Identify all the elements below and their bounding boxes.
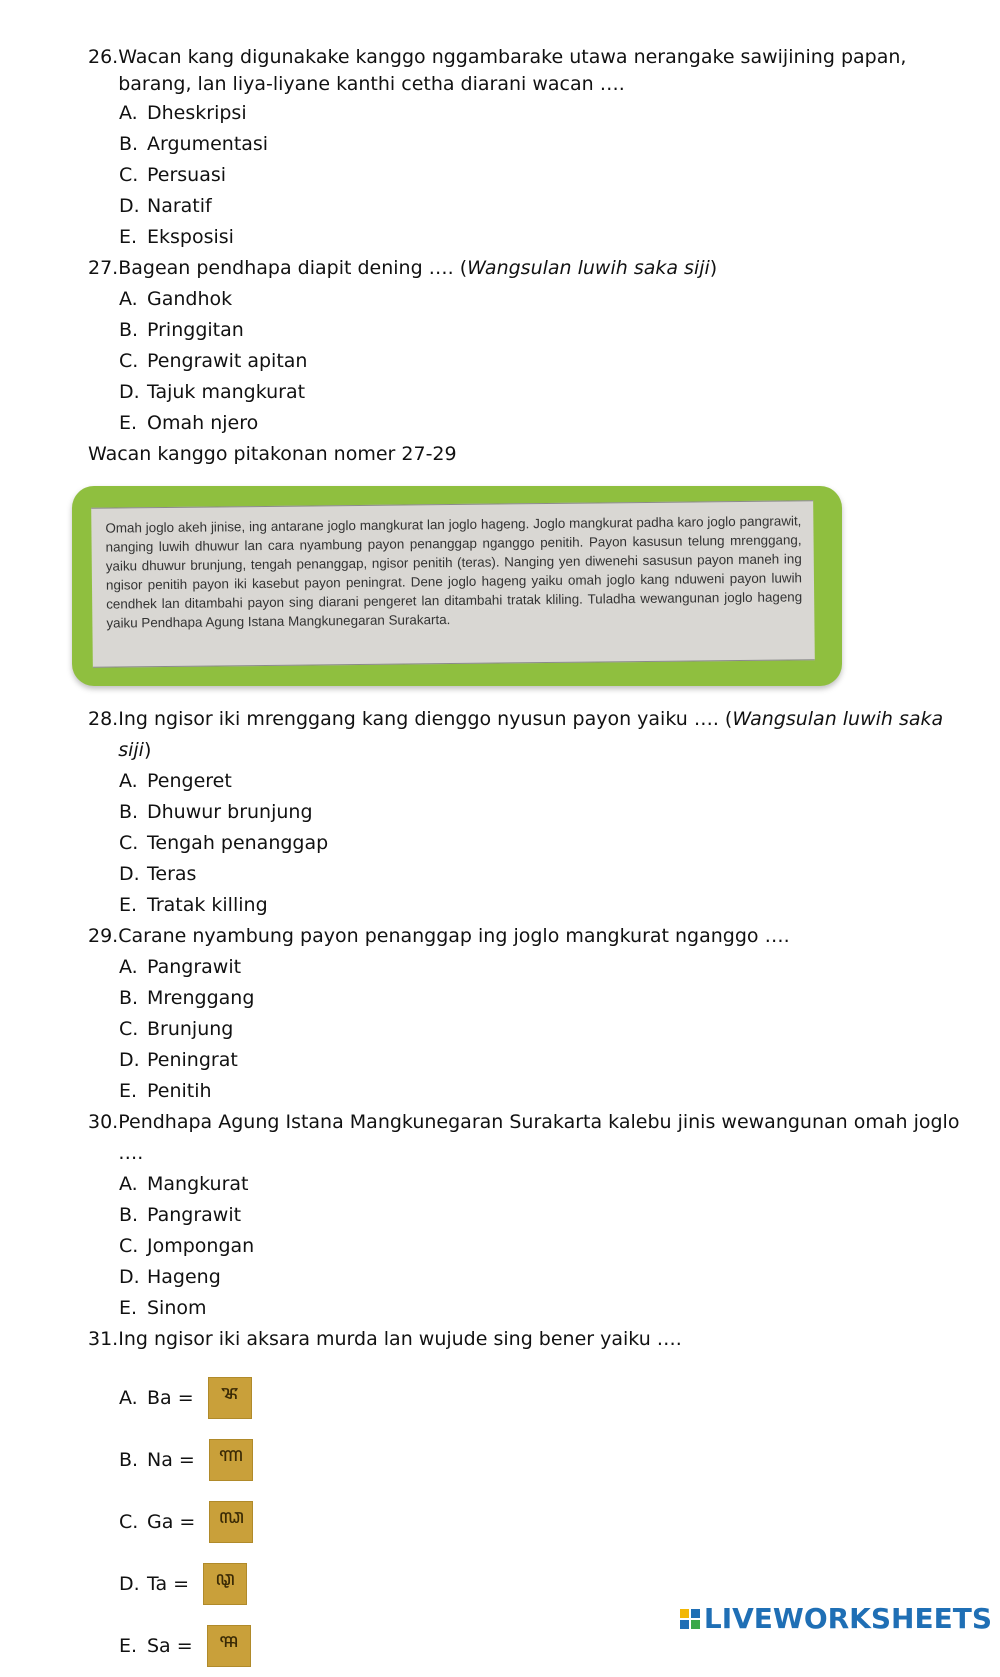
option-text: Tratak killing — [147, 894, 268, 916]
option-text: Pangrawit — [147, 956, 242, 978]
option-text: Jompongan — [147, 1235, 255, 1257]
option-31-c — [88, 1491, 968, 1553]
option-letter: B. — [119, 133, 139, 155]
option-text: Ga = — [147, 1511, 196, 1533]
option-letter: B. — [119, 1449, 139, 1471]
option-letter: B. — [119, 1204, 139, 1226]
option-27-c — [88, 346, 968, 377]
option-text: Sinom — [147, 1297, 207, 1319]
option-27-b — [88, 315, 968, 346]
option-30-d — [88, 1262, 968, 1293]
aksara-glyph-image: ꦨ — [208, 1377, 252, 1419]
question-text: Wacan kang digunakake kanggo nggambarake utawa nerangake sawijining papan, barang, lan liya-liyane kanthi cetha diarani wacan …. — [118, 46, 907, 95]
aksara-glyph-image: ꦓ — [209, 1501, 253, 1543]
question-number: 27. — [88, 257, 119, 279]
option-31-a — [88, 1367, 968, 1429]
option-letter: A. — [119, 1387, 138, 1409]
option-text: Dhuwur brunjung — [147, 801, 313, 823]
option-text: Teras — [147, 863, 197, 885]
question-text: Carane nyambung payon penanggap ing joglo mangkurat nganggo …. — [118, 925, 790, 947]
option-letter: C. — [119, 1511, 139, 1533]
option-26-e — [88, 222, 968, 253]
option-letter: C. — [119, 350, 139, 372]
option-28-e — [88, 890, 968, 921]
question-text: Ing ngisor iki mrenggang kang dienggo nyusun payon yaiku …. ( — [118, 708, 733, 730]
option-letter: A. — [119, 288, 138, 310]
liveworksheets-logo — [680, 1602, 992, 1635]
option-text: Ba = — [147, 1387, 194, 1409]
option-text: Na = — [147, 1449, 195, 1471]
aksara-glyph-image: ꦡ — [203, 1563, 247, 1605]
option-31-b — [88, 1429, 968, 1491]
logo-text: LIVEWORKSHEETS — [703, 1602, 992, 1635]
option-letter: A. — [119, 102, 138, 124]
logo-square — [680, 1620, 689, 1629]
option-text: Brunjung — [147, 1018, 234, 1040]
option-29-a — [88, 952, 968, 983]
option-text: Peningrat — [147, 1049, 238, 1071]
option-29-c — [88, 1014, 968, 1045]
option-text: Omah njero — [147, 412, 259, 434]
option-26-a — [88, 98, 968, 129]
aksara-glyph-image: ꦟ — [209, 1439, 253, 1481]
passage-intro: Wacan kanggo pitakonan nomer 27-29 — [88, 443, 457, 465]
option-text: Pengrawit apitan — [147, 350, 308, 372]
question-number: 30. — [88, 1111, 119, 1133]
option-text: Tajuk mangkurat — [147, 381, 306, 403]
option-text: Ta = — [147, 1573, 190, 1595]
option-30-c — [88, 1231, 968, 1262]
option-29-d — [88, 1045, 968, 1076]
option-letter: A. — [119, 1173, 138, 1195]
question-text-wrap — [118, 704, 968, 766]
option-text: Mrenggang — [147, 987, 255, 1009]
option-28-c — [88, 828, 968, 859]
question-number: 28. — [88, 708, 119, 730]
question-number: 29. — [88, 925, 119, 947]
option-text: Eksposisi — [147, 226, 234, 248]
logo-square — [680, 1609, 689, 1618]
question-hint: Wangsulan luwih saka siji — [467, 257, 710, 279]
option-30-e — [88, 1293, 968, 1324]
question-30 — [88, 1107, 968, 1169]
logo-mark-icon — [680, 1609, 700, 1629]
option-28-b — [88, 797, 968, 828]
option-letter: E. — [119, 1635, 138, 1657]
option-text: Mangkurat — [147, 1173, 249, 1195]
option-letter: E. — [119, 412, 138, 434]
option-text: Argumentasi — [147, 133, 269, 155]
question-28 — [88, 704, 968, 766]
question-number: 26. — [88, 46, 119, 68]
question-26 — [88, 44, 968, 98]
option-text: Sa = — [147, 1635, 193, 1657]
question-number: 31. — [88, 1328, 119, 1350]
option-text: Pengeret — [147, 770, 232, 792]
option-text: Pangrawit — [147, 1204, 242, 1226]
option-letter: A. — [119, 770, 138, 792]
option-letter: E. — [119, 1080, 138, 1102]
option-letter: B. — [119, 319, 139, 341]
question-close: ) — [709, 257, 718, 279]
option-27-a — [88, 284, 968, 315]
option-letter: D. — [119, 381, 140, 403]
option-28-d — [88, 859, 968, 890]
option-letter: D. — [119, 1573, 140, 1595]
option-letter: D. — [119, 1266, 140, 1288]
option-letter: E. — [119, 226, 138, 248]
question-text: Pendhapa Agung Istana Mangkunegaran Surakarta kalebu jinis wewangunan omah joglo …. — [118, 1111, 960, 1164]
option-letter: D. — [119, 195, 140, 217]
option-text: Penitih — [147, 1080, 212, 1102]
option-27-e — [88, 408, 968, 439]
passage-text: Omah joglo akeh jinise, ing antarane joglo mangkurat lan joglo hageng. Joglo mangkurat padha karo joglo pangrawit, nanging luwih dhuwur lan cara nyambung payon penanggap nganggo penitih. Payon kasusun telung mrenggang, yaiku dhuwur brunjung, tengah penanggap, ngisor penitih (teras). Nanging yen diwenehi sasusun payon maneh ing ngisor penitih payon iki kasebut payon peningrat. Dene joglo hageng yaiku omah joglo kang nduweni payon luwih cendhek lan ditambahi payon sing diarani pengeret lan ditambahi tratak kliling. Tuladha wewangunan joglo hageng yaiku Pendhapa Agung Istana Mangkunegaran Surakarta. — [91, 500, 815, 668]
question-close: ) — [143, 739, 152, 761]
option-letter: D. — [119, 863, 140, 885]
question-text: Ing ngisor iki aksara murda lan wujude sing bener yaiku …. — [118, 1328, 682, 1350]
option-29-e — [88, 1076, 968, 1107]
option-26-c — [88, 160, 968, 191]
option-text: Persuasi — [147, 164, 227, 186]
question-29 — [88, 921, 968, 952]
option-26-b — [88, 129, 968, 160]
worksheet-content — [88, 44, 968, 1677]
option-text: Pringgitan — [147, 319, 244, 341]
option-30-a — [88, 1169, 968, 1200]
passage-frame — [72, 486, 842, 686]
option-letter: B. — [119, 987, 139, 1009]
option-letter: C. — [119, 832, 139, 854]
option-29-b — [88, 983, 968, 1014]
option-letter: C. — [119, 1018, 139, 1040]
option-letter: C. — [119, 1235, 139, 1257]
option-text: Naratif — [147, 195, 212, 217]
option-letter: C. — [119, 164, 139, 186]
option-letter: E. — [119, 1297, 138, 1319]
option-letter: B. — [119, 801, 139, 823]
option-28-a — [88, 766, 968, 797]
option-letter: A. — [119, 956, 138, 978]
aksara-glyph-image: ꦯ — [207, 1625, 251, 1667]
logo-square — [691, 1620, 700, 1629]
option-text: Hageng — [147, 1266, 221, 1288]
question-text: Bagean pendhapa diapit dening …. ( — [118, 257, 468, 279]
option-text: Gandhok — [147, 288, 233, 310]
question-hint: Wangsulan luwih saka siji — [118, 708, 944, 761]
option-letter: D. — [119, 1049, 140, 1071]
option-30-b — [88, 1200, 968, 1231]
logo-square — [691, 1609, 700, 1618]
option-26-d — [88, 191, 968, 222]
option-letter: E. — [119, 894, 138, 916]
question-text-wrap — [118, 253, 968, 284]
option-27-d — [88, 377, 968, 408]
question-27 — [88, 253, 968, 284]
option-text: Tengah penanggap — [147, 832, 329, 854]
question-31 — [88, 1324, 968, 1355]
option-text: Dheskripsi — [147, 102, 247, 124]
